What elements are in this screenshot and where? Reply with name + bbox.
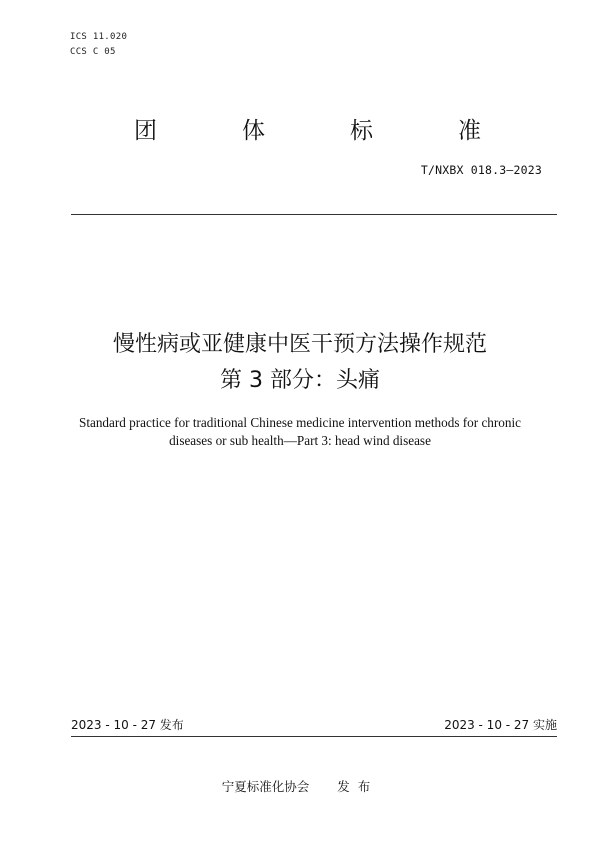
banner-char-4: 准 bbox=[458, 118, 481, 144]
english-title-line-1: Standard practice for traditional Chinese medicine intervention methods for chronic bbox=[78, 415, 521, 430]
standard-number: T/NXBX 018.3—2023 bbox=[420, 163, 542, 177]
ccs-code: CCS C 05 bbox=[70, 47, 116, 57]
publisher-name: 宁夏标准化协会 bbox=[221, 779, 310, 794]
publisher-line bbox=[0, 777, 600, 795]
top-divider bbox=[71, 214, 557, 215]
issue-date: 2023 - 10 - 27 发布 bbox=[71, 718, 184, 732]
banner-char-2: 体 bbox=[242, 118, 265, 144]
bottom-divider bbox=[71, 736, 557, 737]
banner-char-1: 团 bbox=[134, 118, 157, 144]
standard-type-banner bbox=[0, 116, 600, 150]
publish-label: 发布 bbox=[337, 779, 379, 794]
implementation-date: 2023 - 10 - 27 实施 bbox=[444, 718, 557, 732]
chinese-title-line-1: 慢性病或亚健康中医干预方法操作规范 bbox=[112, 332, 487, 357]
banner-char-3: 标 bbox=[350, 118, 373, 144]
english-title-line-2: diseases or sub health—Part 3: head wind disease bbox=[169, 433, 431, 448]
chinese-title-line-2: 第 3 部分：头痛 bbox=[220, 368, 380, 393]
ics-code: ICS 11.020 bbox=[70, 32, 128, 42]
